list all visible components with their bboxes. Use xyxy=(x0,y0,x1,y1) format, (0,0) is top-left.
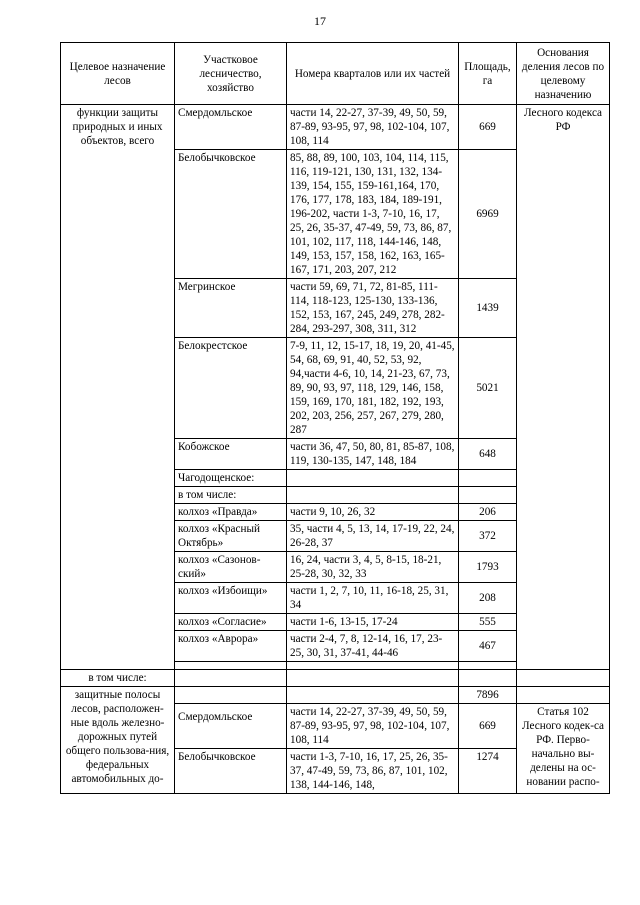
section2-including: в том числе: xyxy=(61,670,175,687)
header-area: Площадь, га xyxy=(459,43,517,105)
header-quarters: Номера кварталов или их частей xyxy=(287,43,459,105)
empty-cell xyxy=(175,670,287,687)
area-cell: 6969 xyxy=(459,150,517,279)
page-number: 17 xyxy=(314,14,326,28)
spacer-cell xyxy=(459,662,517,670)
area-cell xyxy=(459,470,517,487)
section1-purpose: функции защиты природных и иных объектов, всего xyxy=(61,105,175,670)
empty-cell xyxy=(517,670,610,687)
empty-cell xyxy=(175,687,287,704)
quarters-cell: части 1, 2, 7, 10, 11, 16-18, 25, 31, 34 xyxy=(287,583,459,614)
farm-name: колхоз «Красный Октябрь» xyxy=(175,521,287,552)
empty-cell xyxy=(459,670,517,687)
forestry-name: Белокрестское xyxy=(175,338,287,439)
area-cell: 208 xyxy=(459,583,517,614)
area-cell: 372 xyxy=(459,521,517,552)
area-cell: 555 xyxy=(459,614,517,631)
header-basis: Основания деления лесов по целевому назначению xyxy=(517,43,610,105)
farm-name: колхоз «Правда» xyxy=(175,504,287,521)
chagoda-label: Чагодощенское: xyxy=(175,470,287,487)
forest-purpose-table xyxy=(60,42,610,794)
quarters-cell: 7-9, 11, 12, 15-17, 18, 19, 20, 41-45, 54, 68, 69, 91, 40, 52, 53, 92, 94,части 4-6, 10, 14, 21-23, 67, 73, 89, 90, 93, 97, 118, 129, 146, 158, 159, 169, 170, 181, 182, 192, 193, 202, 203, 256, 257, 267, 279, 280, 287 xyxy=(287,338,459,439)
table-header-row xyxy=(61,43,610,105)
forestry-name: Белобычковское xyxy=(175,150,287,279)
quarters-cell: части 14, 22-27, 37-39, 49, 50, 59, 87-89, 93-95, 97, 98, 102-104, 107, 108, 114 xyxy=(287,105,459,150)
section2-basis: Статья 102 Лесного кодек-са РФ. Перво-начально вы-делены на ос-новании распо- xyxy=(517,704,610,794)
area-cell: 648 xyxy=(459,439,517,470)
area-cell xyxy=(459,487,517,504)
quarters-cell: 35, части 4, 5, 13, 14, 17-19, 22, 24, 26-28, 37 xyxy=(287,521,459,552)
forestry-name: Кобожское xyxy=(175,439,287,470)
chagoda-including: в том числе: xyxy=(175,487,287,504)
table-row xyxy=(61,670,610,687)
quarters-cell: части 1-6, 13-15, 17-24 xyxy=(287,614,459,631)
area-cell: 5021 xyxy=(459,338,517,439)
section2-total: 7896 xyxy=(459,687,517,704)
quarters-cell: части 9, 10, 26, 32 xyxy=(287,504,459,521)
quarters-cell: части 1-3, 7-10, 16, 17, 25, 26, 35-37, 47-49, 59, 73, 86, 87, 101, 102, 138, 144-146, 148, xyxy=(287,749,459,794)
farm-name: колхоз «Аврора» xyxy=(175,631,287,662)
empty-cell xyxy=(287,687,459,704)
table-row xyxy=(61,105,610,150)
area-cell: 467 xyxy=(459,631,517,662)
quarters-cell: 85, 88, 89, 100, 103, 104, 114, 115, 116, 119-121, 130, 131, 132, 134-139, 154, 155, 159-161,164, 170, 176, 177, 178, 183, 184, 189-191, 196-202, части 1-3, 7-10, 16, 17, 25, 26, 35-37, 47-49, 59, 73, 86, 87, 101, 102, 117, 118, 144-146, 148, 149, 153, 157, 158, 162, 163, 165-167, 171, 203, 207, 212 xyxy=(287,150,459,279)
table-row xyxy=(61,687,610,704)
farm-name: колхоз «Избоищи» xyxy=(175,583,287,614)
area-cell: 1439 xyxy=(459,279,517,338)
quarters-cell xyxy=(287,487,459,504)
empty-cell xyxy=(517,687,610,704)
forestry-name: Белобычковское xyxy=(175,749,287,794)
empty-cell xyxy=(287,670,459,687)
forestry-name: Мегринское xyxy=(175,279,287,338)
quarters-cell: части 14, 22-27, 37-39, 49, 50, 59, 87-89, 93-95, 97, 98, 102-104, 107, 108, 114 xyxy=(287,704,459,749)
area-cell: 1793 xyxy=(459,552,517,583)
quarters-cell: части 36, 47, 50, 80, 81, 85-87, 108, 119, 130-135, 147, 148, 184 xyxy=(287,439,459,470)
area-cell: 1274 xyxy=(459,749,517,794)
spacer-cell xyxy=(175,662,287,670)
area-cell: 669 xyxy=(459,105,517,150)
section1-basis: Лесного кодекса РФ xyxy=(517,105,610,670)
farm-name: колхоз «Сазонов-ский» xyxy=(175,552,287,583)
quarters-cell: части 59, 69, 71, 72, 81-85, 111-114, 118-123, 125-130, 133-136, 152, 153, 167, 245, 249, 278, 282-284, 293-297, 308, 311, 312 xyxy=(287,279,459,338)
area-cell: 669 xyxy=(459,704,517,749)
section2-purpose: защитные полосы лесов, расположен-ные вдоль железно-дорожных путей общего пользова-ния, федеральных автомобильных до- xyxy=(61,687,175,794)
quarters-cell xyxy=(287,470,459,487)
forestry-name: Смердомльское xyxy=(175,704,287,749)
header-purpose: Целевое назначение лесов xyxy=(61,43,175,105)
spacer-cell xyxy=(287,662,459,670)
header-forestry: Участковое лесничество, хозяйство xyxy=(175,43,287,105)
area-cell: 206 xyxy=(459,504,517,521)
quarters-cell: 16, 24, части 3, 4, 5, 8-15, 18-21, 25-28, 30, 32, 33 xyxy=(287,552,459,583)
quarters-cell: части 2-4, 7, 8, 12-14, 16, 17, 23-25, 30, 31, 37-41, 44-46 xyxy=(287,631,459,662)
forestry-name: Смердомльское xyxy=(175,105,287,150)
farm-name: колхоз «Согласие» xyxy=(175,614,287,631)
